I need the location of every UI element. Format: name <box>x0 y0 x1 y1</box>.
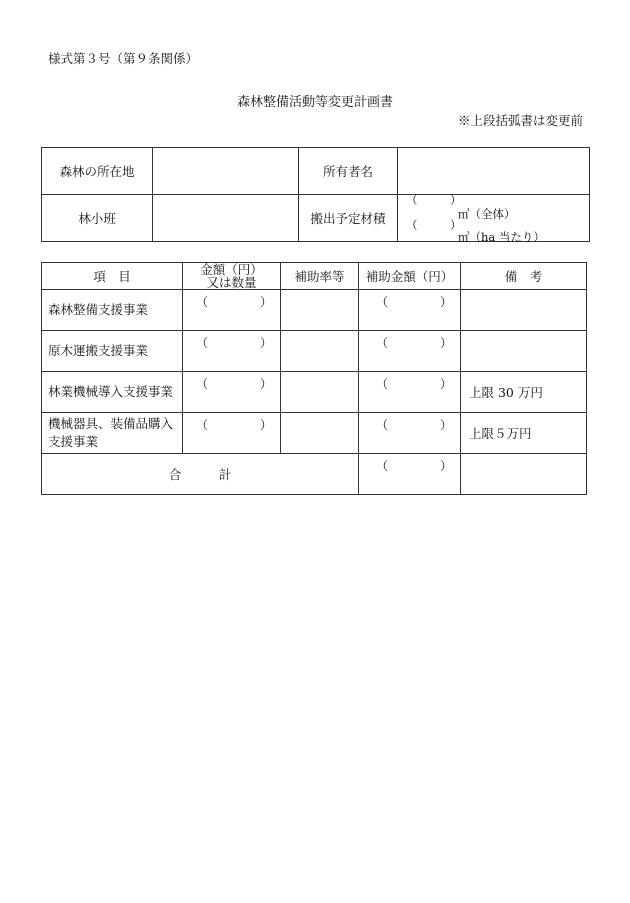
total-row <box>42 454 587 495</box>
activity-plan-table <box>41 262 587 495</box>
remarks-cell[interactable] <box>461 331 587 372</box>
close-paren: ） <box>260 377 273 392</box>
remarks-cell[interactable] <box>461 290 587 331</box>
close-paren: ） <box>440 459 453 474</box>
volume-label: 搬出予定材積 <box>299 195 398 242</box>
amount-cell[interactable] <box>183 331 281 372</box>
remarks-cell[interactable]: 上限 30 万円 <box>461 372 587 413</box>
change-note: ※上段括弧書は変更前 <box>457 113 583 128</box>
subsidy-cell[interactable] <box>359 290 461 331</box>
remarks-cell[interactable]: 上限５万円 <box>461 413 587 454</box>
close-paren: ） <box>260 295 273 310</box>
header-rate: 補助率等 <box>281 263 359 290</box>
header-remarks: 備 考 <box>461 263 587 290</box>
form-number: 様式第３号（第９条関係） <box>48 51 199 66</box>
open-paren: （ <box>376 377 389 392</box>
project-name: 機械器具、装備品購入支援事業 <box>42 413 183 454</box>
project-name: 林業機械導入支援事業 <box>42 372 183 413</box>
volume-ha-unit: ㎥（ha 当たり） <box>458 230 545 244</box>
rate-cell[interactable] <box>281 290 359 331</box>
volume-total-close-paren: ） <box>450 193 462 207</box>
header-subsidy: 補助金額（円） <box>359 263 461 290</box>
volume-ha-close-paren: ） <box>450 218 462 232</box>
open-paren: （ <box>196 377 209 392</box>
open-paren: （ <box>376 295 389 310</box>
project-name: 森林整備支援事業 <box>42 290 183 331</box>
close-paren: ） <box>260 336 273 351</box>
rate-cell[interactable] <box>281 372 359 413</box>
header-amount-line2: 又は数量 <box>206 275 257 291</box>
table-row <box>42 331 587 372</box>
open-paren: （ <box>196 295 209 310</box>
close-paren: ） <box>440 295 453 310</box>
open-paren: （ <box>376 336 389 351</box>
total-remarks-cell[interactable] <box>461 454 587 495</box>
subsidy-cell[interactable] <box>359 372 461 413</box>
amount-cell[interactable] <box>183 413 281 454</box>
table-row <box>42 290 587 331</box>
open-paren: （ <box>376 418 389 433</box>
volume-ha-open-paren: （ <box>406 218 418 232</box>
open-paren: （ <box>196 336 209 351</box>
rate-cell[interactable] <box>281 413 359 454</box>
header-row <box>42 263 587 290</box>
close-paren: ） <box>440 377 453 392</box>
location-value[interactable] <box>153 148 299 195</box>
total-label: 合 計 <box>42 454 359 495</box>
rate-cell[interactable] <box>281 331 359 372</box>
total-subsidy-cell[interactable] <box>359 454 461 495</box>
forest-info-table <box>41 147 590 242</box>
forest-info-row-1 <box>42 148 590 195</box>
amount-cell[interactable] <box>183 290 281 331</box>
close-paren: ） <box>440 418 453 433</box>
volume-total-unit: ㎥（全体） <box>458 207 516 221</box>
volume-total-open-paren: （ <box>406 193 418 207</box>
forest-info-row-2 <box>42 195 590 242</box>
subsidy-cell[interactable] <box>359 413 461 454</box>
project-name: 原木運搬支援事業 <box>42 331 183 372</box>
subsidy-cell[interactable] <box>359 331 461 372</box>
owner-value[interactable] <box>398 148 590 195</box>
owner-label: 所有者名 <box>299 148 398 195</box>
open-paren: （ <box>196 418 209 433</box>
location-label: 森林の所在地 <box>42 148 153 195</box>
header-amount <box>183 263 281 290</box>
open-paren: （ <box>376 459 389 474</box>
table-row <box>42 372 587 413</box>
amount-cell[interactable] <box>183 372 281 413</box>
close-paren: ） <box>260 418 273 433</box>
header-amount-line1: 金額（円） <box>200 262 263 277</box>
close-paren: ） <box>440 336 453 351</box>
compartment-value[interactable] <box>153 195 299 242</box>
document-title: 森林整備活動等変更計画書 <box>236 95 393 110</box>
volume-value[interactable] <box>398 195 590 242</box>
table-row <box>42 413 587 454</box>
header-item: 項 目 <box>42 263 183 290</box>
compartment-label: 林小班 <box>42 195 153 242</box>
